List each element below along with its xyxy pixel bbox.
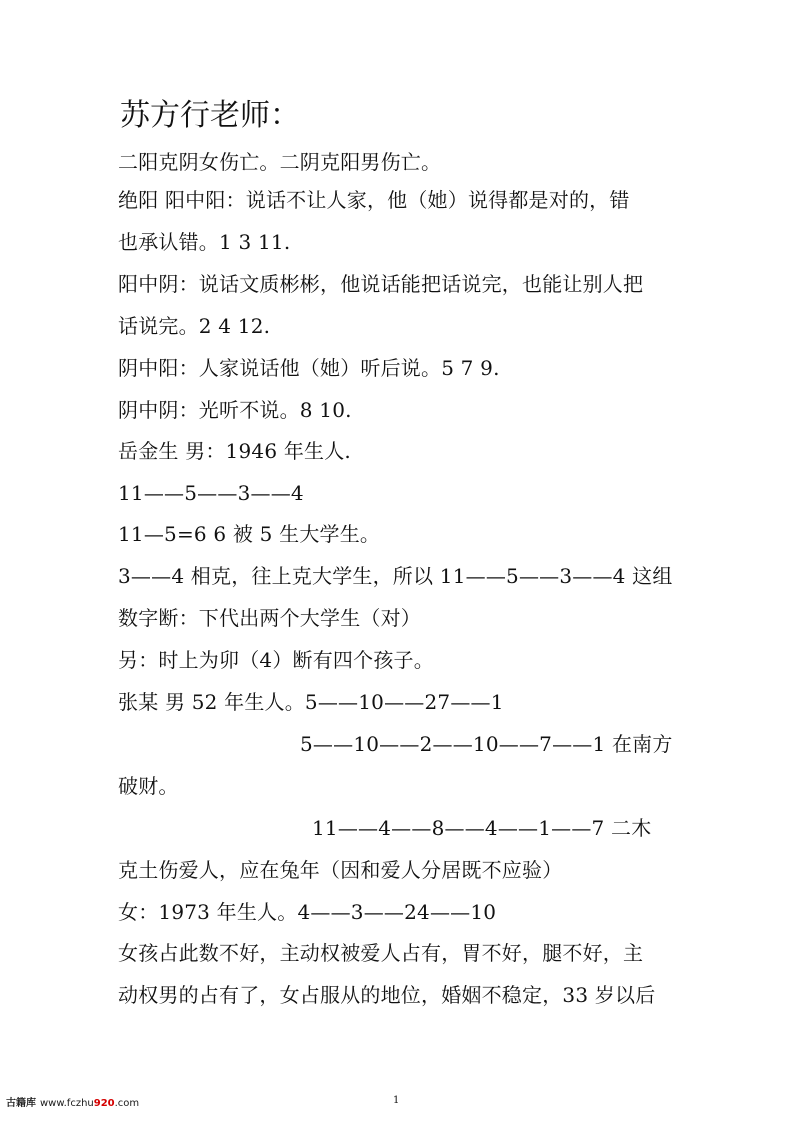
watermark-logo xyxy=(6,1097,139,1111)
text-line: 绝阳 阳中阳：说话不让人家，他（她）说得都是对的，错 xyxy=(118,188,630,212)
text-line: 岳金生 男：1946 年生人. xyxy=(118,439,351,463)
text-line: 话说完。2 4 12. xyxy=(118,314,271,338)
text-line: 11—5=6 6 被 5 生大学生。 xyxy=(118,522,381,546)
watermark-url-prefix: www.fczhu xyxy=(40,1098,94,1109)
text-line: 女：1973 年生人。4——3——24——10 xyxy=(118,900,497,924)
text-line: 另：时上为卯（4）断有四个孩子。 xyxy=(118,648,434,672)
text-line: 数字断：下代出两个大学生（对） xyxy=(118,606,421,630)
text-line: 二阳克阴女伤亡。二阴克阳男伤亡。 xyxy=(118,150,442,174)
page-title: 苏方行老师： xyxy=(120,98,300,133)
watermark-url-suffix: .com xyxy=(114,1098,140,1109)
text-line: 张某 男 52 年生人。5——10——27——1 xyxy=(118,690,504,714)
text-line: 阴中阴：光听不说。8 10. xyxy=(118,398,352,422)
text-line: 破财。 xyxy=(118,774,179,798)
text-line: 女孩占此数不好，主动权被爱人占有，胃不好，腿不好，主 xyxy=(118,941,644,965)
watermark-brand: 古籍库 xyxy=(6,1098,36,1109)
text-line: 动权男的占有了，女占服从的地位，婚姻不稳定，33 岁以后 xyxy=(118,983,656,1007)
text-line: 阳中阴：说话文质彬彬，他说话能把话说完，也能让别人把 xyxy=(118,272,644,296)
text-line: 也承认错。1 3 11. xyxy=(118,230,291,254)
watermark-url-highlight: 920 xyxy=(93,1098,115,1109)
page-number: 1 xyxy=(393,1095,400,1106)
text-line: 5——10——2——10——7——1 在南方 xyxy=(300,732,673,756)
text-line: 11——4——8——4——1——7 二木 xyxy=(312,816,652,840)
text-line: 阴中阳：人家说话他（她）听后说。5 7 9. xyxy=(118,356,500,380)
text-line: 3——4 相克，往上克大学生，所以 11——5——3——4 这组 xyxy=(118,564,673,588)
text-line: 克土伤爱人，应在兔年（因和爱人分居既不应验） xyxy=(118,858,563,882)
text-line: 11——5——3——4 xyxy=(118,481,304,505)
